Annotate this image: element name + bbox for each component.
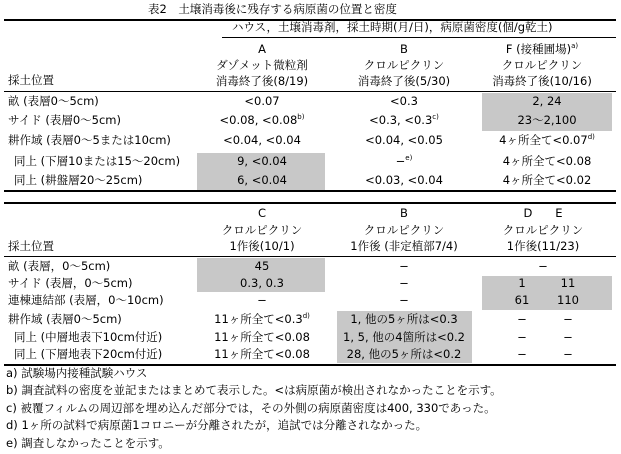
table1-row-label: 畝 (表層0〜5cm) <box>8 94 99 108</box>
table1-cell-b: <0.04, <0.05 <box>365 133 443 147</box>
table1-col-f-agent: クロルピクリン <box>501 58 583 72</box>
table2-cell-e: − <box>563 312 573 326</box>
table2-col-b-agent: クロルピクリン <box>363 223 445 237</box>
table2-cell-d: − <box>517 330 527 344</box>
table2-cell-c: 11ヶ所全て<0.08 <box>214 330 310 344</box>
table1-col-a-timing: 消毒終了後(8/19) <box>215 74 309 88</box>
table1-cell-a: 6, <0.04 <box>237 173 287 187</box>
table2-cell-c: 11ヶ所全て$<0.3^{d)}$ <box>214 312 310 326</box>
table2-cell-b: 1, 他の5ヶ所は<0.3 <box>350 312 458 326</box>
table2-row-label: 連棟連結部 (表層，0〜10cm) <box>8 293 164 307</box>
table2-cell-d: − <box>517 312 527 326</box>
table2-row-label: 耕作域 (表層0〜5cm) <box>8 312 122 326</box>
table-title: 表2 土壌消毒後に残存する病原菌の位置と密度 <box>148 2 397 16</box>
table1-cell-a: 9, <0.04 <box>237 154 287 168</box>
table1-cell-b: <0.3, $<0.3^{c)}$ <box>369 113 439 127</box>
table1-cell-a: <0.04, <0.04 <box>223 133 301 147</box>
table1-row-label: サイド (表層0〜5cm) <box>8 113 121 127</box>
table1-span-rule <box>222 37 616 38</box>
table1-cell-a: <0.07 <box>244 94 280 108</box>
footnote-a: a) 試験場内接種試験ハウス <box>6 366 148 380</box>
table1-col-f-code: F (接種圃場)$^{a)}$ <box>505 42 579 56</box>
table1-cell-f: 4ヶ所全て<0.08 <box>502 154 592 168</box>
table2-cell-e: − <box>563 347 573 361</box>
table2-cell-b: 1, 5, 他の4箇所は<0.2 <box>343 330 465 344</box>
footnote-e: e) 調査しなかったことを示す。 <box>6 436 170 450</box>
table2-col-b-timing: 1作後 (非定植部7/4) <box>350 239 458 253</box>
table1-col-b-code: B <box>400 42 408 56</box>
table2-cell-d: − <box>517 347 527 361</box>
table1-cell-b: −$^{e)}$ <box>395 154 413 168</box>
table2-cell-b: − <box>399 293 409 307</box>
table2-col-c-timing: 1作後(10/1) <box>229 239 295 253</box>
table2-row-label: 同上 (中層地表下10cm付近) <box>14 330 163 344</box>
table1-row-label: 耕作域 (表層0〜5または10cm) <box>8 133 171 147</box>
table2-cell-c: 11ヶ所全て<0.08 <box>214 347 310 361</box>
table2-cell-e: − <box>563 330 573 344</box>
table2-cell-b: − <box>399 276 409 290</box>
table2-col-de-timing: 1作後(11/23) <box>506 239 580 253</box>
table1-col-a-agent: ダゾメット微粒剤 <box>216 58 308 72</box>
table1-row-label: 同上 (耕盤層20〜25cm) <box>14 173 143 187</box>
table1-col-b-timing: 消毒終了後(5/30) <box>357 74 451 88</box>
table2-cell-e: 11 <box>560 276 576 290</box>
table2-cell-b: − <box>399 259 409 273</box>
footnote-b: b) 調査試料の密度を並記またはまとめて表示した。<は病原菌が検出されなかったことを示す。 <box>6 383 502 397</box>
table2-cell-de: − <box>538 259 548 273</box>
table2-row-label: 畝 (表層，0〜5cm) <box>8 259 111 273</box>
table2-cell-c: 0.3, 0.3 <box>240 276 284 290</box>
table1-col-b-agent: クロルピクリン <box>363 58 445 72</box>
table1-cell-b: <0.03, <0.04 <box>365 173 443 187</box>
table2-cell-b: 28, 他の5ヶ所は<0.2 <box>346 347 462 361</box>
footnote-c: c) 被覆フィルムの周辺部を埋め込んだ部分では，その外側の病原菌密度は400, 330であった。 <box>6 401 496 415</box>
table2-top-rule <box>4 202 616 204</box>
table1-col-a-code: A <box>258 42 266 56</box>
table1-cell-f: 23〜2,100 <box>517 113 577 127</box>
table1-cell-f: 4ヶ所全て$<0.07^{d)}$ <box>499 133 595 147</box>
table2-row-label-header: 採土位置 <box>8 239 54 253</box>
table2-col-c-code: C <box>257 206 267 220</box>
table2-row-label: 同上 (下層地表下20cm付近) <box>14 347 163 361</box>
table2-col-de-agent: クロルピクリン <box>502 223 584 237</box>
table1-bottom-rule <box>4 190 616 192</box>
table1-cell-f: 4ヶ所全て<0.02 <box>502 173 592 187</box>
table1-cell-a: <0.08, $<0.08^{b)}$ <box>219 113 305 127</box>
table1-header-rule <box>4 91 616 92</box>
table2-col-c-agent: クロルピクリン <box>221 223 303 237</box>
table2-cell-d: 1 <box>518 276 526 290</box>
table2-header-rule <box>4 256 616 257</box>
table2-cell-d: 61 <box>514 293 530 307</box>
table2-cell-c: − <box>257 293 267 307</box>
table1-col-f-timing: 消毒終了後(10/16) <box>492 74 592 88</box>
table2-cell-c: 45 <box>254 259 270 273</box>
table1-cell-f: 2, 24 <box>532 94 562 108</box>
footnote-d: d) 1ヶ所の試料で病原菌1コロニーが分離されたが，追試では分離されなかった。 <box>6 418 428 432</box>
table2-row-label: サイド (表層，0〜5cm) <box>8 276 133 290</box>
table2-shade-de-rows <box>482 276 612 310</box>
table2-col-b-code: B <box>400 206 408 220</box>
table1-header-span: ハウス，土壌消毒剤，採土時期(月/日)，病原菌密度(個/g乾土) <box>232 20 553 34</box>
table1-row-label: 同上 (下層10または15〜20cm) <box>14 154 181 168</box>
table1-row-label-header: 採土位置 <box>8 73 54 87</box>
table2-col-de-code: D E <box>523 206 563 220</box>
table1-cell-b: <0.3 <box>390 94 418 108</box>
table2-cell-e: 110 <box>557 293 579 307</box>
